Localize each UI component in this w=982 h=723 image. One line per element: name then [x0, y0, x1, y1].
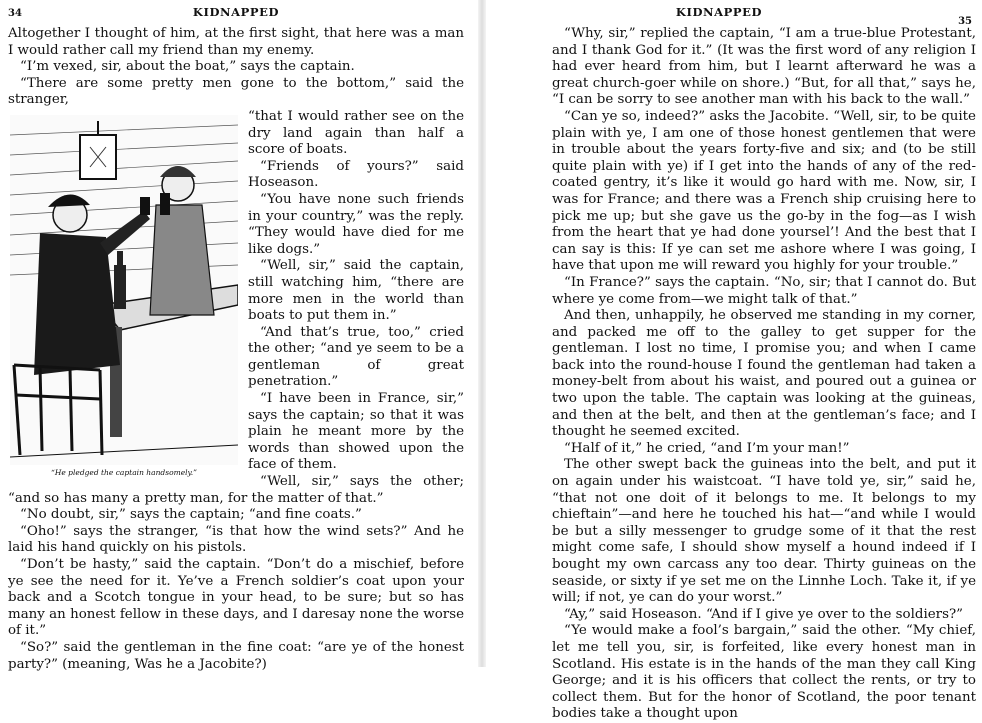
right-page-number: 35 — [958, 16, 972, 27]
paragraph: “No doubt, sir,” says the captain; “and fine coats.” — [20, 507, 362, 523]
right-page-body — [552, 26, 976, 723]
paragraph: “Ay,” said Hoseason. “And if I give ye over to the soldiers?” — [564, 606, 963, 622]
right-page — [486, 0, 982, 722]
paragraph: “Well, sir,” says the other; “and so has many a pretty man, for the matter of that.” — [8, 474, 464, 506]
paragraph: The other swept back the guineas into the belt, and put it on again under his waistcoat. “I have told ye, sir,” said he, “that not one doit of it belongs to me. It belongs to my chieftain”—and here he touched his hat—“and while I would be but a silly messenger to grudge some of it that the rest might come safe, I should show myself a hound indeed if I bought my own carcass any too dear. Thirty guineas on the seaside, or sixty if ye set me on the Linnhe Loch. Take it, if ye will; if not, ye can do your worst.” — [552, 457, 976, 606]
illustration-caption: “He pledged the captain handsomely.” — [50, 467, 197, 477]
paragraph: And then, unhappily, he observed me standing in my corner, and packed me off to the galley to get supper for the gentleman. I lost no time, I promise you; and when I came back into the round-house I found the gentleman had taken a money-belt from about his waist, and poured out a guinea or two upon the table. The captain was looking at the guineas, and then at the belt, and then at the gentleman’s face; and I thought he seemed excited. — [552, 308, 976, 440]
paragraph: “Ye would make a fool’s bargain,” said the other. “My chief, let me tell you, sir, is forfeited, like every honest man in Scotland. His estate is in the hands of the man they call King George; and it is his officers that collect the rents, or try to collect them. But for the honor of Scotland, the poor tenant bodies take a thought upon — [552, 623, 976, 722]
left-page-number: 34 — [8, 8, 22, 19]
paragraph: “In France?” says the captain. “No, sir; that I cannot do. But where ye come from—we might talk of that.” — [552, 274, 976, 307]
left-page-header — [8, 4, 464, 26]
paragraph: “You have none such friends in your country,” was the reply. “They would have died for me like dogs.” — [248, 191, 464, 257]
left-page-body — [8, 26, 464, 673]
right-running-head: KIDNAPPED — [675, 5, 763, 19]
book-gutter — [478, 0, 486, 667]
illustration-drawing — [10, 115, 238, 465]
paragraph: “Oho!” says the stranger, “is that how the wind sets?” And he laid his hand quickly on his pistols. — [8, 523, 464, 556]
paragraph: “Friends of yours?” said Hoseason. — [248, 158, 464, 191]
paragraph: Altogether I thought of him, at the first sight, that here was a man I would rather call my friend than my enemy. — [8, 26, 464, 58]
paragraph: “So?” said the gentleman in the fine coat: “are ye of the honest party?” (meaning, Was he a Jacobite?) — [8, 639, 464, 672]
paragraph: “Half of it,” he cried, “and I’m your man!” — [564, 440, 850, 456]
paragraph: “I have been in France, sir,” says the captain; so that it was plain he meant more by the words than showed upon the face of them. — [248, 391, 464, 473]
left-running-head: KIDNAPPED — [192, 5, 280, 19]
paragraph: “I’m vexed, sir, about the boat,” says the captain. — [20, 59, 355, 75]
paragraph: “There are some pretty men gone to the bottom,” said the stranger, — [8, 75, 464, 108]
paragraph: “Well, sir,” said the captain, still watching him, “there are more men in the world than boats to put them in.” — [248, 258, 464, 324]
paragraph: “Don’t be hasty,” said the captain. “Don’t do a mischief, before ye see the need for it. Ye’ve a French soldier’s coat upon your back and a Scotch tongue in your head, to be sure; but so has many an honest fellow in these days, and I daresay none the worse of it.” — [8, 557, 464, 639]
left-page — [0, 0, 478, 672]
paragraph: “that I would rather see on the dry land again than half a score of boats. — [248, 108, 464, 158]
paragraph: “Can ye so, indeed?” asks the Jacobite. “Well, sir, to be quite plain with ye, I am one of those honest gentlemen that were in trouble about the years forty-five and six; and (to be still quite plain with ye) if I get into the hands of any of the red-coated gentry, it’s like it would go hard with me. Now, sir, I was for France; and there was a French ship cruising here to pick me up; but she gave us the go-by in the fog—as I wish from the heart that ye had done yoursel’! And the best that I can say is this: If ye can set me ashore where I was going, I have that upon me will reward you highly for your trouble.” — [552, 108, 976, 274]
right-page-header — [552, 4, 976, 26]
paragraph: “Why, sir,” replied the captain, “I am a true-blue Protestant, and I thank God for it.” (It was the first word of any religion I had ever heard from him, but I learnt afterward he was a great church-goer while on shore.) “But, for all that,” says he, “I can be sorry to see another man with his back to the wall.” — [552, 26, 976, 108]
paragraph: “And that’s true, too,” cried the other; “and ye seem to be a gentleman of great penetration.” — [248, 324, 464, 390]
illustration — [10, 115, 238, 477]
